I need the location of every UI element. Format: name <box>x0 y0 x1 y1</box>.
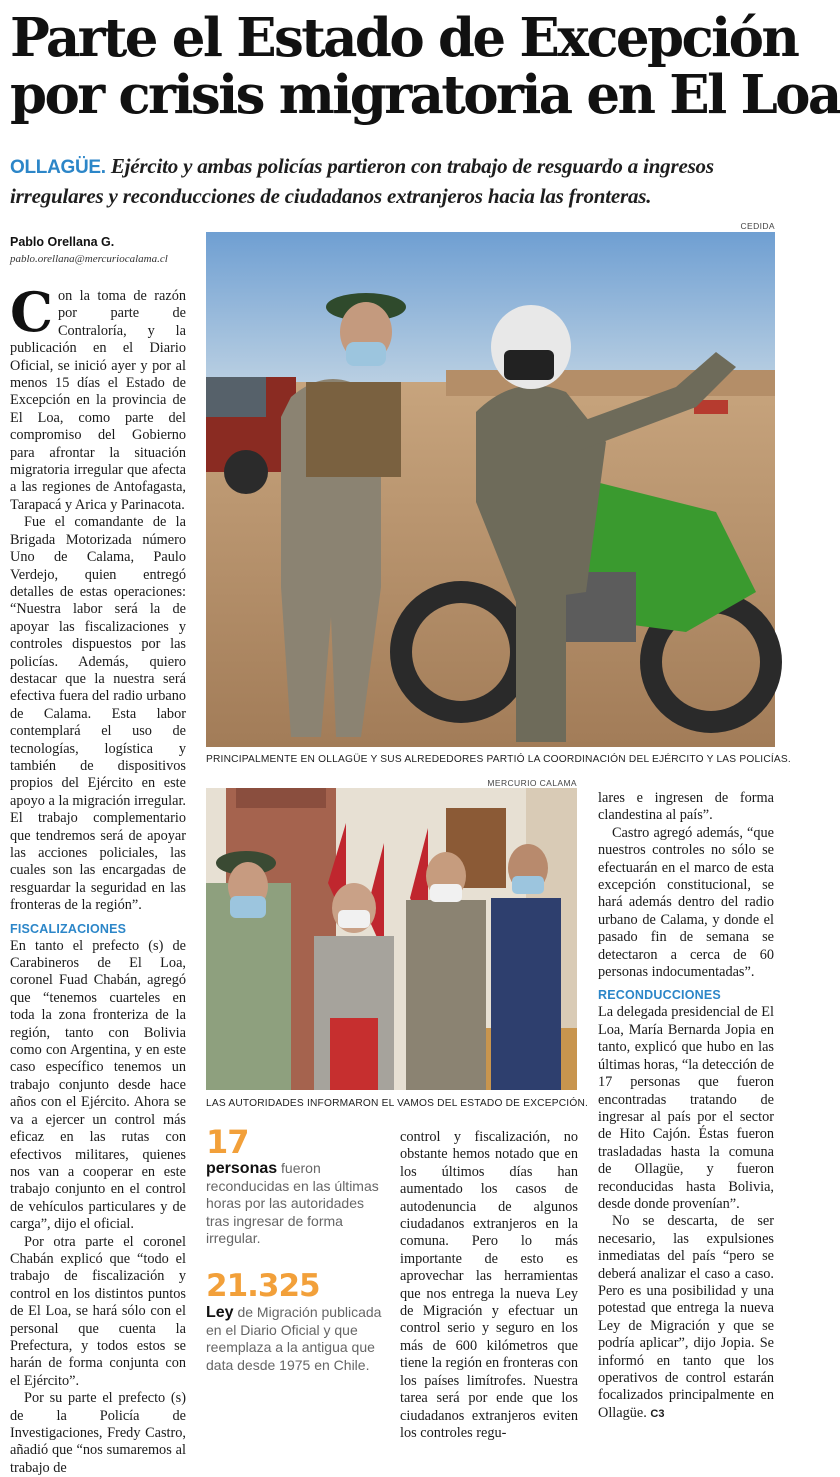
paragraph-col4-4: No se descarta, de ser necesario, las expulsiones inmediatas del país “pero se deberá analizar el caso a caso. Pero es una posibilidad y una potestad que entrega la nueva Ley de Migración y que se podría aplicar”, dijo Jopia. Se informó en tanto que los operativos de control estarán focalizados principalmente en Ollagüe. C3 <box>598 1213 774 1421</box>
headline-line-1: Parte el Estado de Excepción <box>10 7 798 69</box>
article-column-1 <box>10 280 186 1477</box>
subhead-fiscalizaciones: FISCALIZACIONES <box>10 921 127 936</box>
paragraph-col4-2: Castro agregó además, “que nuestros controles no sólo se efectuarán en el marco de esta excepción constitucional, se hará además dentro del radio urbano de Calama, y donde el pasado fin de semana se detectaron a cerca de 60 personas indocumentadas”. <box>598 824 774 981</box>
byline-author: Pablo Orellana G. <box>10 235 115 249</box>
drop-cap: C <box>10 280 53 344</box>
photo-1-caption: PRINCIPALMENTE EN OLLAGÜE Y SUS ALREDEDORES PARTIÓ LA COORDINACIÓN DEL EJÉRCITO Y LAS POLICÍAS. <box>206 754 791 765</box>
photo-2-credit: MERCURIO CALAMA <box>487 778 577 788</box>
subhead-reconducciones: RECONDUCCIONES <box>598 988 721 1003</box>
photo-2-illustration <box>206 788 577 1090</box>
photo-1-illustration <box>206 232 775 747</box>
article-column-3 <box>400 1129 578 1442</box>
deck-text: Ejército y ambas policías partieron con trabajo de resguardo a ingresos irregulares y reconducciones de ciudadanos extranjeros hacia las fronteras. <box>10 154 714 208</box>
fact-1-number: 17 <box>206 1123 249 1161</box>
fact-2-number: 21.325 <box>206 1268 320 1304</box>
fact-2-text: Ley de Migración publicada en el Diario Oficial y que reemplaza a la antigua que data desde 1975 en Chile. <box>206 1304 382 1373</box>
paragraph-col4-3: La delegada presidencial de El Loa, María Bernarda Jopia en tanto, explicó que hubo en las últimas horas, “la detección de 17 personas que fueron encontradas tratando de ingresar al país por el sector de Hito Cajón. Éstas fueron trasladadas hasta la comuna de Ollagüe, y fueron reconducidas hasta Bolivia, desde donde provenían”. <box>598 1004 774 1212</box>
photo-authorities <box>206 788 577 1090</box>
end-mark: C3 <box>650 1407 665 1420</box>
byline-email[interactable]: pablo.orellana@mercuriocalama.cl <box>10 253 168 265</box>
paragraph-2: Fue el comandante de la Brigada Motorizada número Uno de Calama, Paulo Verdejo, quien entregó detalles de estas operaciones: “Nuestra labor será la de apoyar las fiscalizaciones y controles dispuestos por las policías. Además, quiero destacar que la nuestra será efectiva fuera del radio urbano de Calama. Esta labor contemplará el uso de tecnologías, logística y también de dispositivos propios del Ejército en este apoyo a la migración irregular. El trabajo complementario que tendremos será de apoyar las acciones policiales, las cuales son las encargadas de resguardar la seguridad en las fronteras de la región”. <box>10 514 186 914</box>
paragraph-col3: control y fiscalización, no obstante hemos notado que en los últimos días han aumentado los casos de autodenuncia de algunos ciudadanos extranjeros en la comuna. Pero lo más importante de esto es aprovechar las herramientas que nos entrega la nueva Ley de Migración y efectuar un control serio y seguro en los más de 600 kilómetros que tiene la región en fronteras con los países limítrofes. Nuestra tarea será por ende que los ciudadanos extranjeros eviten los controles regu- <box>400 1129 578 1441</box>
article-column-4 <box>598 790 774 1423</box>
fact-box-1 <box>206 1124 382 1248</box>
paragraph-col4-1: lares e ingresen de forma clandestina al país”. <box>598 790 774 824</box>
paragraph-3: En tanto el prefecto (s) de Carabineros de El Loa, coronel Fuad Chabán, agregó que “tenemos cuarteles en toda la zona fronteriza de la región, tanto con Bolivia como con Argentina, y en este caso específico tenemos un trabajo conjunto desde hace años con el Ejército. Ahora se va a ejercer un control más eficaz en las rutas con efectivos militares, quienes nos van a cooperar en este trabajo conjunto en el control de vehículos particulares y de carga”, dijo el oficial. <box>10 937 186 1233</box>
photo-military-motorcycle <box>206 232 775 747</box>
headline <box>10 7 840 126</box>
deck <box>10 152 775 210</box>
byline <box>10 235 200 265</box>
fact-1-text: personas fueron reconducidas en las últimas horas por las autoridades tras ingresar de forma irregular. <box>206 1160 379 1246</box>
photo-2-caption: LAS AUTORIDADES INFORMARON EL VAMOS DEL ESTADO DE EXCEPCIÓN. <box>206 1098 589 1109</box>
photo-1-credit: CEDIDA <box>740 221 775 231</box>
headline-line-2: por crisis migratoria en El Loa <box>10 64 840 126</box>
paragraph-4: Por otra parte el coronel Chabán explicó que “todo el trabajo de fiscalización y control en los distintos puntos de El Loa, se hará sólo con el personal que cuenta la Prefectura, y todos estos se harán de forma conjunta con el Ejército”. <box>10 1233 186 1389</box>
paragraph-1: Con la toma de razón por parte de Contraloría, y la publicación en el Diario Oficial, se inició ayer y por al menos 15 días el Estado de Excepción en la provincia de El Loa, como parte del compromiso del Gobierno para afrontar la situación migratoria irregular que afecta a las regiones de Antofagasta, Tarapacá y Arica y Parinacota. <box>10 280 186 513</box>
fact-box-2 <box>206 1268 382 1374</box>
paragraph-5: Por su parte el prefecto (s) de la Policía de Investigaciones, Fredy Castro, añadió que “nos sumaremos al trabajo de <box>10 1390 186 1476</box>
deck-kicker: OLLAGÜE. <box>10 157 106 178</box>
